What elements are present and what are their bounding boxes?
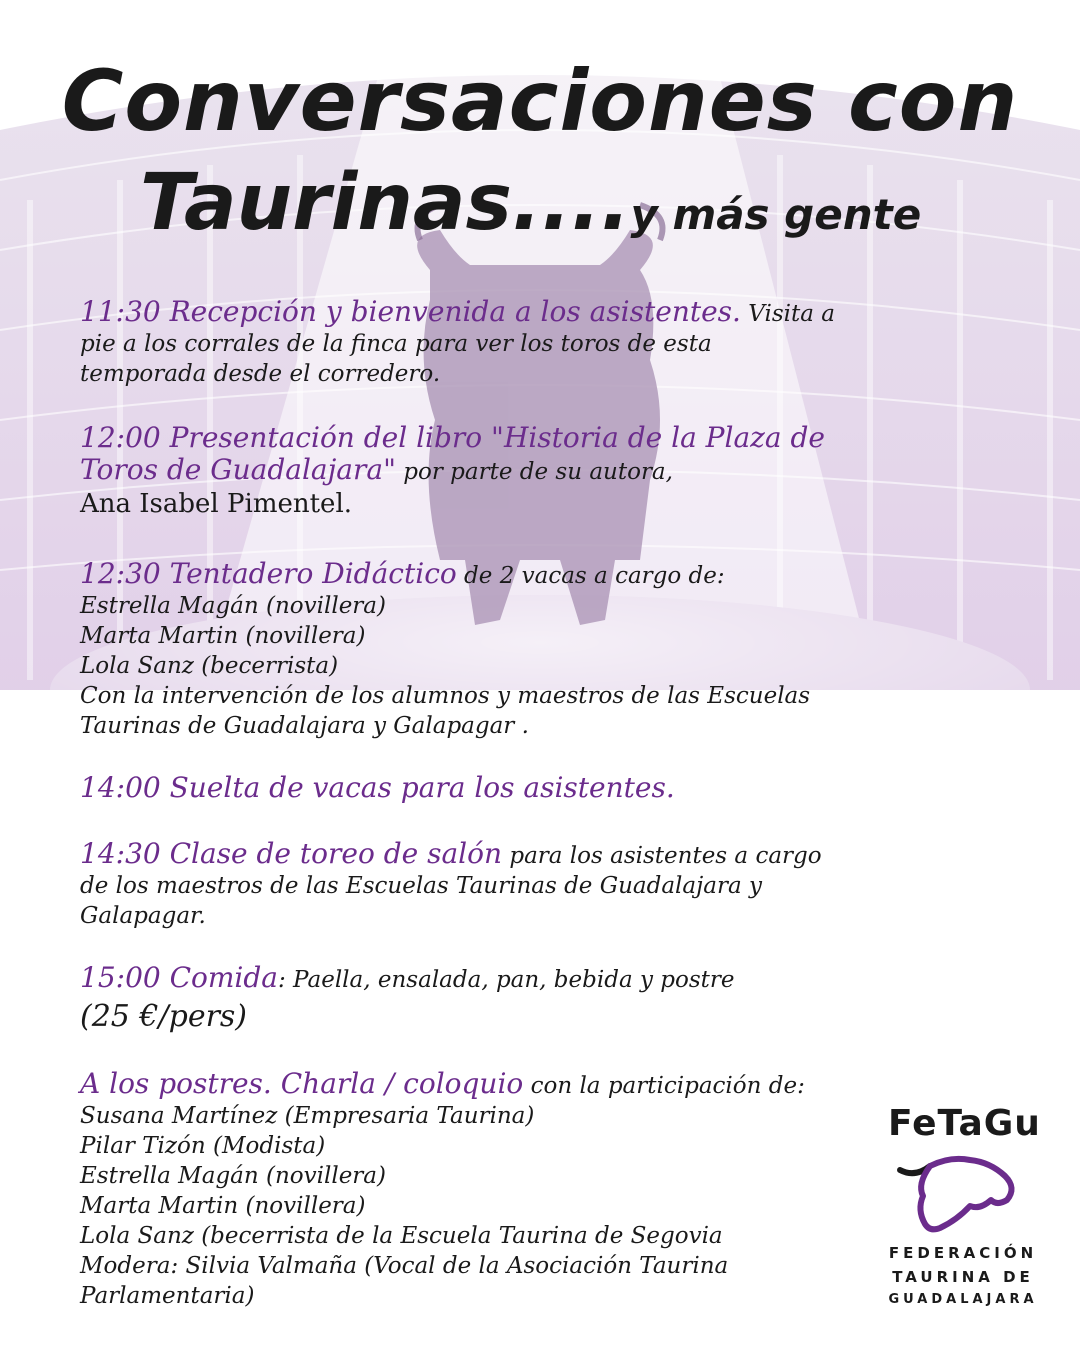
program-price: (25 €/pers): [80, 999, 248, 1034]
program-item-1130: [80, 296, 910, 389]
title-line-1: Conversaciones con: [61, 52, 1019, 150]
program-item-1500: [80, 962, 910, 1035]
bull-logo-icon: [895, 1148, 1025, 1238]
program-text: : Paella, ensalada, pan, bebida y postre: [278, 967, 735, 993]
program-text: por parte de su autora,: [395, 459, 673, 485]
title-line-2: [140, 158, 921, 248]
program-text: de 2 vacas a cargo de:: [456, 563, 725, 589]
program-line: pie a los corrales de la finca para ver los toros de esta: [80, 331, 712, 357]
program-text: con la participación de:: [523, 1073, 805, 1099]
program-author: Ana Isabel Pimentel.: [80, 489, 353, 519]
logo-subtitle-1: FEDERACIÓN: [888, 1244, 1038, 1262]
program-item-1430: [80, 838, 910, 931]
program-line: Parlamentaria): [80, 1283, 255, 1309]
program-line: Modera: Silvia Valmaña (Vocal de la Asociación Taurina: [80, 1253, 729, 1279]
program-heading: A los postres. Charla / coloquio: [80, 1067, 524, 1100]
program-line: Marta Martin (novillera): [80, 623, 366, 649]
logo-subtitle-2: TAURINA DE: [892, 1268, 1034, 1286]
logo-subtitle-3: GUADALAJARA: [888, 1292, 1038, 1307]
program-heading: 14:00 Suelta de vacas para los asistentes.: [80, 771, 675, 804]
title-main: Taurinas....: [140, 158, 631, 248]
logo-name: FeTaGu: [888, 1103, 1041, 1144]
program-line: Lola Sanz (becerrista): [80, 653, 339, 679]
program-text: para los asistentes a cargo: [502, 843, 822, 869]
program-heading: 15:00 Comida: [80, 961, 278, 994]
program-item-1200: [80, 422, 910, 519]
program-line: Galapagar.: [80, 903, 206, 929]
program-line: Pilar Tizón (Modista): [80, 1133, 326, 1159]
program-line: Estrella Magán (novillera): [80, 593, 386, 619]
program-line: de los maestros de las Escuelas Taurinas de Guadalajara y: [80, 873, 762, 899]
program-line: temporada desde el corredero.: [80, 361, 441, 387]
title-subtitle: y más gente: [630, 190, 922, 239]
program-line: Taurinas de Guadalajara y Galapagar .: [80, 713, 529, 739]
program-heading: 12:30 Tentadero Didáctico: [80, 557, 457, 590]
program-line: Susana Martínez (Empresaria Taurina): [80, 1103, 535, 1129]
program-line: Con la intervención de los alumnos y maestros de las Escuelas: [80, 683, 811, 709]
program-heading: 12:00 Presentación del libro "Historia de la Plaza de: [80, 421, 825, 454]
program-heading-2: Toros de Guadalajara": [80, 453, 396, 486]
program-text: Visita a: [740, 301, 835, 327]
program-item-postres: [80, 1068, 910, 1311]
program-line: Estrella Magán (novillera): [80, 1163, 386, 1189]
program-line: Marta Martin (novillera): [80, 1193, 366, 1219]
program-item-1230: [80, 558, 910, 741]
program-heading: 11:30 Recepción y bienvenida a los asistentes.: [80, 295, 741, 328]
program-heading: 14:30 Clase de toreo de salón: [80, 837, 503, 870]
program-item-1400: [80, 772, 910, 804]
program-line: Lola Sanz (becerrista de la Escuela Taurina de Segovia: [80, 1223, 723, 1249]
